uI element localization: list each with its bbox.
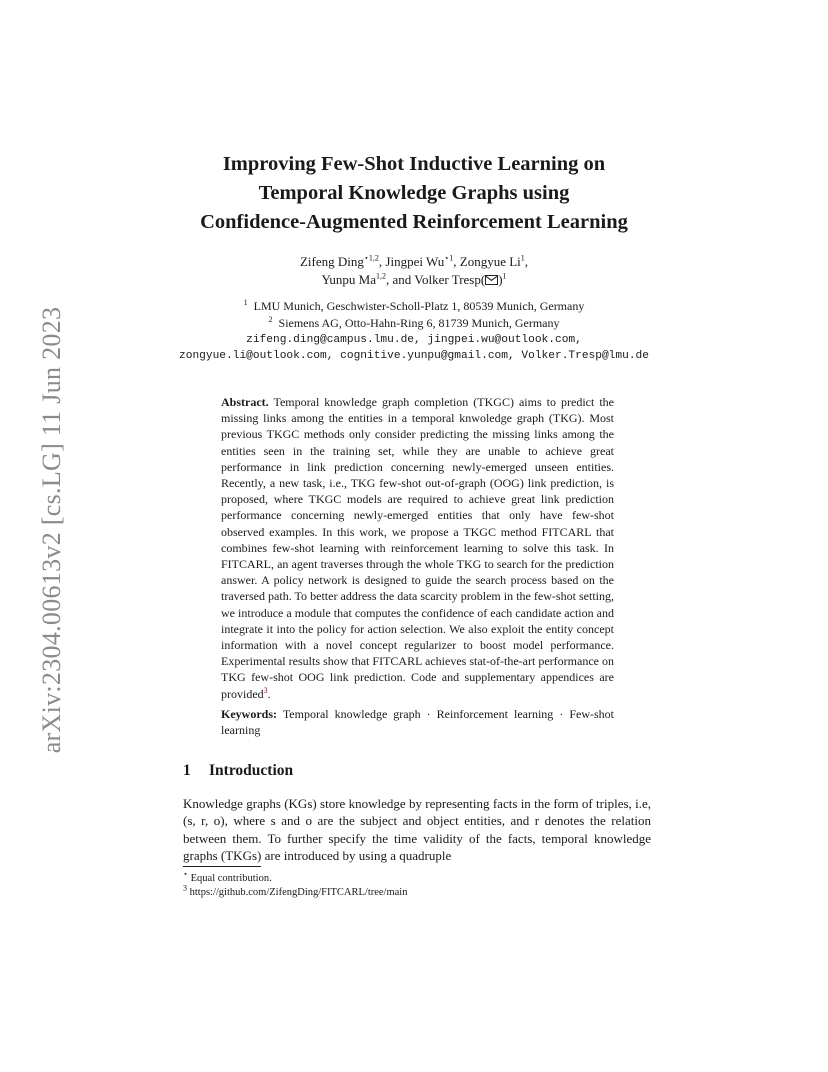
title-line-1: Improving Few-Shot Inductive Learning on <box>222 153 606 175</box>
author-list <box>0 253 828 289</box>
section-title: Introduction <box>209 762 294 779</box>
keywords <box>221 706 614 738</box>
author-name: Volker Tresp <box>414 272 481 287</box>
affiliation-text: LMU Munich, Geschwister-Scholl-Platz 1, 80539 Munich, Germany <box>253 299 585 313</box>
abstract <box>221 394 614 702</box>
title-line-2: Temporal Knowledge Graphs using <box>258 182 570 204</box>
footnote-url-link[interactable]: https://github.com/ZifengDing/FITCARL/tree/main <box>189 887 408 898</box>
affiliation-text: Siemens AG, Otto-Hahn-Ring 6, 81739 Munich, Germany <box>278 315 560 330</box>
author-line-2: Yunpu Ma$^{1,2}$, and Volker Tresp( )$^1$ <box>321 271 507 287</box>
footnote-2 <box>183 883 653 900</box>
affiliations <box>0 298 828 365</box>
affiliation-2 <box>0 315 828 332</box>
footnote-rule <box>183 866 261 867</box>
keywords-label: Keywords: <box>221 707 277 721</box>
section-number: 1 <box>183 762 191 779</box>
email-line-2: zongyue.li@outlook.com, cognitive.yunpu@gmail.com, Volker.Tresp@lmu.de <box>179 350 649 363</box>
envelope-icon <box>485 275 498 285</box>
paper-title <box>0 150 828 237</box>
abstract-label: Abstract. <box>221 395 269 409</box>
author-name: Yunpu Ma <box>321 272 376 287</box>
arxiv-identifier: arXiv:2304.00613v2 [cs.LG] 11 Jun 2023 <box>37 306 66 754</box>
footnote-marker: ⋆ <box>183 869 189 879</box>
author-name: Zongyue Li <box>459 254 521 269</box>
affiliation-marker: 1 <box>243 298 248 307</box>
author-name: Jingpei Wu <box>385 254 445 269</box>
footnote-1 <box>183 869 653 886</box>
author-affiliation-marker: 1 <box>502 271 507 281</box>
affiliation-marker: 2 <box>268 314 273 324</box>
footnote-text: Equal contribution. <box>190 873 272 884</box>
author-name: Zifeng Ding <box>299 254 364 269</box>
intro-paragraph-1: Knowledge graphs (KGs) store knowledge by representing facts in the form of triples, i.e, (s, r, o), where s and o are the subject and object entities, and r denotes the relation between them. To further specify the time validity of the facts, temporal knowledge graphs (TKGs) are introduced by using a quadruple <box>183 796 651 864</box>
footnote-reference-link[interactable]: 3 <box>263 685 268 695</box>
affiliation-1 <box>0 298 828 315</box>
author-conjunction: and <box>392 272 412 287</box>
title-line-3: Confidence-Augmented Reinforcement Learning <box>200 211 628 233</box>
author-affiliation-marker: 1,2 <box>375 271 386 281</box>
email-line-1: zifeng.ding@campus.lmu.de, jingpei.wu@outlook.com, <box>246 333 582 346</box>
author-affiliation-marker: ⋆1,2 <box>363 253 379 263</box>
introduction-paragraph <box>183 795 651 865</box>
footnote-marker: 3 <box>183 883 187 893</box>
abstract-text: Temporal knowledge graph completion (TKGC) aims to predict the missing links among the entities in a temporal knwoledge graph (TKG). Most previous TKGC methods only consider predicting the missing links among the entities seen in the training set, while they are unable to achieve great performance in link prediction concerning newly-emerged unseen entities. Recently, a new task, i.e., TKG few-shot out-of-graph (OOG) link prediction, is proposed, where TKGC models are required to achieve great link prediction performance concerning newly-emerged entities that only have few-shot observed examples. In this work, we propose a TKGC method FITCARL that combines few-shot learning with reinforcement learning to solve this task. In FITCARL, an agent traverses through the whole TKG to search for the prediction answer. A policy network is designed to guide the search process based on the traversed path. To better address the data scarcity problem in the few-shot setting, we introduce a module that computes the confidence of each candidate action and integrate it into the policy for action selection. We also exploit the entity concept information with a novel concept regularizer to boost model performance. Experimental results show that FITCARL achieves stat-of-the-art performance on TKG few-shot OOG link prediction. Code and supplementary appendices are provided <box>221 395 614 701</box>
keywords-text: Temporal knowledge graph · Reinforcement learning · Few-shot learning <box>221 707 614 738</box>
author-affiliation-marker: ⋆1 <box>444 253 454 263</box>
author-affiliation-marker: 1 <box>520 253 525 263</box>
author-line-1: Zifeng Ding$^{⋆1,2}$, Jingpei $Wu^{⋆1}$, Zongyue Li$^1$, <box>299 253 529 269</box>
abstract-end-punctuation: . <box>267 686 271 701</box>
section-heading <box>183 762 293 780</box>
